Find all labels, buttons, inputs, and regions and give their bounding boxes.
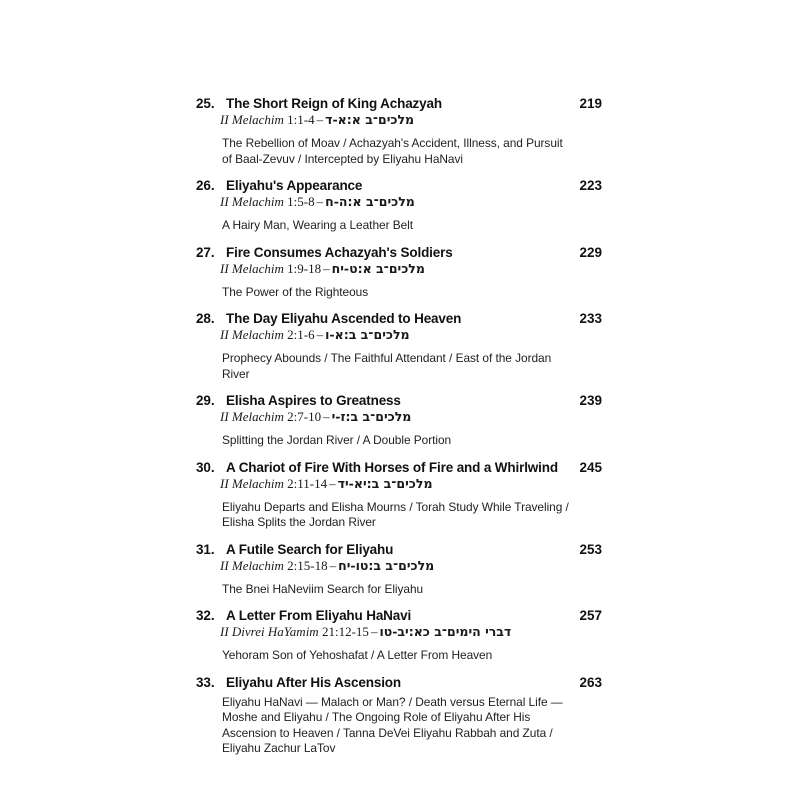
chapter-title[interactable]: Eliyahu After His Ascension: [226, 674, 401, 690]
page-number[interactable]: 245: [579, 459, 602, 475]
toc-entry-header: [196, 675, 602, 690]
toc-entry[interactable]: [196, 542, 602, 598]
citation-verse-range: 2:7-10: [287, 409, 322, 424]
chapter-description: A Hairy Man, Wearing a Leather Belt: [222, 218, 414, 232]
chapter-title[interactable]: Eliyahu's Appearance: [226, 178, 363, 193]
citation-separator-dash: –: [316, 194, 324, 209]
chapter-number: 32.: [196, 608, 215, 623]
chapter-number: 27.: [196, 244, 215, 260]
citation-verse-range: 21:12-15: [321, 624, 369, 639]
citation-book-name: II Melachim: [220, 475, 284, 491]
citation-separator-dash: –: [316, 327, 324, 342]
scripture-citation: [220, 476, 602, 492]
page-number[interactable]: 257: [579, 608, 602, 623]
citation-verse-range: 2:15-18: [287, 557, 328, 573]
page-number[interactable]: 239: [579, 393, 602, 408]
scripture-citation: [220, 112, 602, 128]
citation-hebrew: מלכים־ב א:א-ד: [325, 112, 415, 127]
toc-entry[interactable]: [196, 96, 602, 167]
citation-verse-range: 1:9-18: [287, 260, 322, 276]
citation-separator-dash: –: [370, 624, 378, 639]
toc-entry[interactable]: [196, 608, 602, 664]
toc-entry-header: [196, 542, 602, 557]
citation-hebrew: מלכים־ב ב:יא-יד: [337, 475, 433, 491]
toc-entry[interactable]: [196, 178, 602, 234]
citation-separator-dash: –: [329, 557, 337, 573]
chapter-description: The Bnei HaNeviim Search for Eliyahu: [222, 581, 424, 596]
scripture-citation: [220, 558, 602, 574]
citation-separator-dash: –: [316, 112, 324, 127]
chapter-description: Yehoram Son of Yehoshafat / A Letter From Heaven: [222, 648, 493, 662]
chapter-title[interactable]: Fire Consumes Achazyah's Soldiers: [226, 244, 453, 260]
citation-verse-range: 2:1-6: [287, 327, 315, 342]
chapter-title[interactable]: A Chariot of Fire With Horses of Fire and a Whirlwind: [226, 459, 558, 475]
chapter-description: Eliyahu Departs and Elisha Mourns / Torah Study While Traveling / Elisha Splits the Jordan River: [222, 499, 569, 529]
chapter-number: 28.: [196, 311, 215, 326]
citation-separator-dash: –: [323, 409, 330, 424]
scripture-citation: [220, 624, 602, 640]
page-number[interactable]: 223: [579, 178, 602, 193]
toc-entry[interactable]: [196, 311, 602, 382]
chapter-number: 33.: [196, 674, 215, 690]
toc-entry-header: [196, 608, 602, 623]
citation-separator-dash: –: [323, 260, 330, 276]
toc-entry-header: [196, 460, 602, 475]
citation-hebrew: דברי הימים־ב כא:יב-טו: [379, 624, 512, 639]
toc-entry[interactable]: [196, 460, 602, 531]
citation-hebrew: מלכים־ב ב:טו-יח: [338, 557, 435, 573]
toc-entry-header: [196, 245, 602, 260]
citation-hebrew: מלכים־ב ב:א-ו: [325, 327, 410, 342]
citation-book-name: II Melachim: [220, 327, 284, 342]
scripture-citation: [220, 194, 602, 210]
citation-book-name: II Melachim: [220, 194, 284, 209]
toc-entry[interactable]: [196, 675, 602, 757]
citation-book-name: II Divrei HaYamim: [220, 624, 319, 639]
citation-verse-range: 1:5-8: [287, 194, 315, 209]
toc-entry[interactable]: [196, 245, 602, 301]
scripture-citation: [220, 261, 602, 277]
toc-entry[interactable]: [196, 393, 602, 449]
chapter-title[interactable]: The Short Reign of King Achazyah: [226, 96, 442, 111]
scripture-citation: [220, 409, 602, 425]
toc-list: [196, 96, 602, 768]
citation-book-name: II Melachim: [220, 409, 284, 424]
chapter-description: The Power of the Righteous: [222, 284, 369, 299]
chapter-number: 26.: [196, 178, 215, 193]
chapter-number: 31.: [196, 541, 215, 557]
citation-verse-range: 1:1-4: [287, 112, 315, 127]
citation-book-name: II Melachim: [220, 557, 284, 573]
citation-separator-dash: –: [329, 475, 336, 491]
toc-entry-header: [196, 178, 602, 193]
page-number[interactable]: 253: [579, 541, 602, 557]
page-number[interactable]: 229: [579, 244, 602, 260]
page-number[interactable]: 219: [579, 96, 602, 111]
chapter-title[interactable]: The Day Eliyahu Ascended to Heaven: [226, 311, 462, 326]
chapter-description: The Rebellion of Moav / Achazyah's Accident, Illness, and Pursuit of Baal-Zevuv / Intercepted by Eliyahu HaNavi: [222, 136, 563, 166]
citation-hebrew: מלכים־ב א:ה-ח: [325, 194, 415, 209]
citation-book-name: II Melachim: [220, 112, 284, 127]
page-number[interactable]: 263: [579, 674, 602, 690]
chapter-number: 30.: [196, 459, 215, 475]
chapter-number: 29.: [196, 393, 215, 408]
citation-book-name: II Melachim: [220, 260, 284, 276]
chapter-title[interactable]: Elisha Aspires to Greatness: [226, 393, 401, 408]
chapter-title[interactable]: A Futile Search for Eliyahu: [226, 541, 394, 557]
toc-entry-header: [196, 96, 602, 111]
page-number[interactable]: 233: [579, 311, 602, 326]
toc-entry-header: [196, 311, 602, 326]
chapter-number: 25.: [196, 96, 215, 111]
citation-verse-range: 2:11-14: [287, 475, 328, 491]
chapter-description: Prophecy Abounds / The Faithful Attendant / East of the Jordan River: [222, 351, 552, 381]
chapter-description: Eliyahu HaNavi — Malach or Man? / Death versus Eternal Life — Moshe and Eliyahu / The Ongoing Role of Eliyahu After His Ascension to Heaven / Tanna DeVei Eliyahu Rabbah and Zuta / Eliyahu Zachur LaTov: [222, 694, 563, 755]
toc-entry-header: [196, 393, 602, 408]
citation-hebrew: מלכים־ב א:ט-יח: [331, 260, 425, 276]
scripture-citation: [220, 327, 602, 343]
chapter-title[interactable]: A Letter From Eliyahu HaNavi: [226, 608, 412, 623]
citation-hebrew: מלכים־ב ב:ז-י: [331, 409, 412, 424]
chapter-description: Splitting the Jordan River / A Double Portion: [222, 433, 452, 447]
